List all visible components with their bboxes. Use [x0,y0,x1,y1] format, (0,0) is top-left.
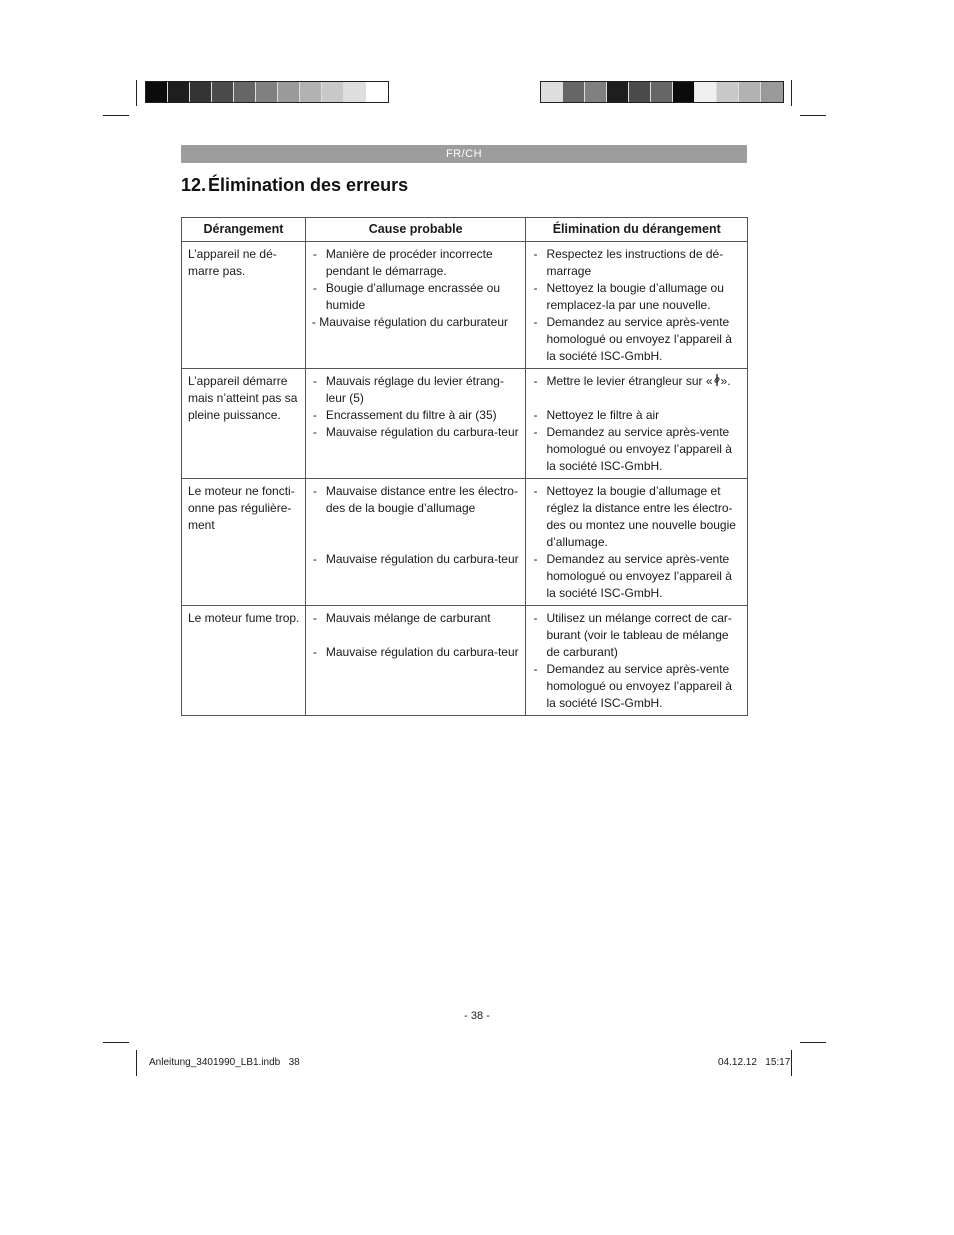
table-row [182,479,748,606]
cause-cell [305,479,526,606]
fix-item: - Utilisez un mélange correct de car-burant (voir le tableau de mélange de carburant) [532,610,742,661]
list-spacer [312,534,521,551]
fix-cell [526,479,748,606]
crop-mark [136,1050,137,1076]
list-spacer [532,390,742,407]
problem-cell: Le moteur ne foncti-onne pas régulière-ment [182,479,306,606]
fix-item: - Demandez au service après-vente homologué ou envoyez l’appareil à la société ISC-GmbH. [532,551,742,602]
choke-symbol-icon [713,374,721,386]
fix-item: - Nettoyez la bougie d’allumage ou remplacez-la par une nouvelle. [532,280,742,314]
color-swatch [344,82,366,102]
cause-item: - Mauvaise régulation du carbura-teur [312,644,521,661]
cause-item: - Manière de procéder incorrecte pendant le démarrage. [312,246,521,280]
section-title-text: Élimination des erreurs [208,175,409,195]
page-number: - 38 - [464,1010,490,1022]
table-row [182,242,748,369]
crop-mark [103,1042,129,1043]
color-swatch [366,82,388,102]
color-swatch [717,82,739,102]
footer-file-info: Anleitung_3401990_LB1.indb 38 [149,1057,300,1068]
table-row [182,369,748,479]
section-title [181,175,408,196]
fix-text-start: Mettre le levier étrangleur sur « [546,374,713,388]
crop-mark [800,1042,826,1043]
color-swatch [190,82,212,102]
fix-item: - Nettoyez le filtre à air [532,407,742,424]
color-swatch [146,82,168,102]
cause-item: - Mauvaise régulation du carbura-teur [312,551,521,568]
cause-cell [305,606,526,716]
color-swatch [256,82,278,102]
header-fix: Élimination du dérangement [526,218,748,242]
fix-item: - Nettoyez la bougie d’allumage et réglez la distance entre les électro-des ou montez une nouvelle bougie d’allumage. [532,483,742,551]
table-header-row [182,218,748,242]
list-spacer [312,517,521,534]
crop-mark [791,1050,792,1076]
crop-mark [136,80,137,106]
color-swatch [739,82,761,102]
fix-item: - Demandez au service après-vente homologué ou envoyez l’appareil à la société ISC-GmbH. [532,661,742,712]
cause-item: - Mauvais réglage du levier étrang-leur (5) [312,373,521,407]
problem-cell: L’appareil ne dé-marre pas. [182,242,306,369]
color-swatch [300,82,322,102]
cause-item: - Mauvaise régulation du carbura-teur [312,424,521,441]
list-spacer [312,627,521,644]
problem-cell: Le moteur fume trop. [182,606,306,716]
cause-item: - Mauvaise régulation du carburateur [311,315,508,329]
table-row [182,606,748,716]
cause-item: - Mauvais mélange de carburant [312,610,521,627]
language-band [181,145,747,163]
fix-item: - Respectez les instructions de dé-marrage [532,246,742,280]
color-swatch [629,82,651,102]
color-swatch [607,82,629,102]
crop-mark [800,115,826,116]
color-swatch [322,82,344,102]
print-color-bar-left [145,81,389,103]
header-cause: Cause probable [305,218,526,242]
color-swatch [695,82,717,102]
fix-item: - Demandez au service après-vente homologué ou envoyez l’appareil à la société ISC-GmbH. [532,314,742,365]
fix-cell [526,606,748,716]
fix-cell [526,369,748,479]
cause-item: - Encrassement du filtre à air (35) [312,407,521,424]
language-label: FR/CH [445,148,483,160]
fix-cell [526,242,748,369]
color-swatch [541,82,563,102]
cause-cell [305,242,526,369]
cause-cell [305,369,526,479]
color-swatch [212,82,234,102]
fix-item [532,373,742,390]
color-swatch [278,82,300,102]
print-color-bar-right [540,81,784,103]
color-swatch [168,82,190,102]
fix-text-end: ». [720,374,731,388]
crop-mark [103,115,129,116]
color-swatch [761,82,783,102]
color-swatch [585,82,607,102]
cause-item: - Mauvaise distance entre les électro-des de la bougie d’allumage [312,483,521,517]
troubleshooting-table [181,217,748,716]
footer-date-info: 04.12.12 15:17 [718,1057,791,1068]
cause-item: - Bougie d’allumage encrassée ou humide [312,280,521,314]
crop-mark [791,80,792,106]
color-swatch [563,82,585,102]
color-swatch [234,82,256,102]
problem-cell: L’appareil démarre mais n’atteint pas sa pleine puissance. [182,369,306,479]
color-swatch [651,82,673,102]
color-swatch [673,82,695,102]
section-number: 12. [181,175,207,195]
header-problem: Dérangement [182,218,306,242]
fix-item: - Demandez au service après-vente homologué ou envoyez l’appareil à la société ISC-GmbH. [532,424,742,475]
